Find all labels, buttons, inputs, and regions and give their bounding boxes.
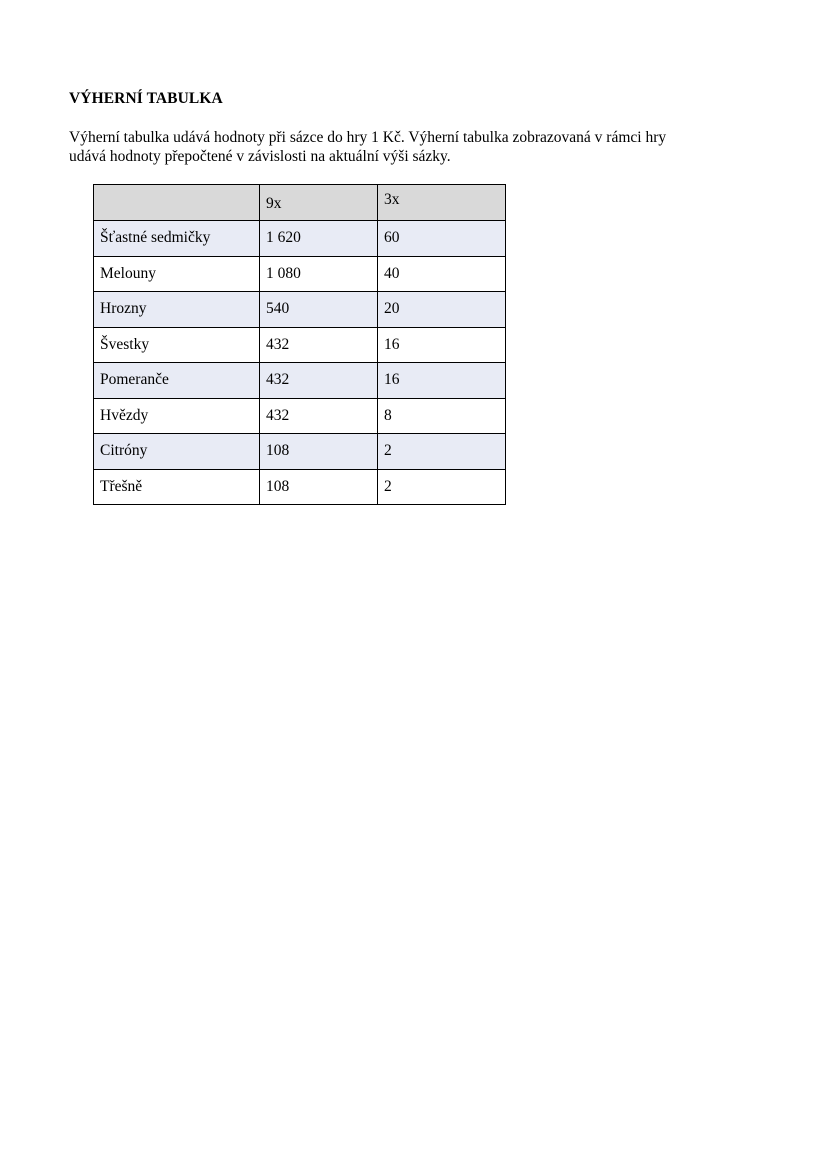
payout-3x-cell: 40 [378, 256, 506, 292]
payout-3x-cell: 2 [378, 469, 506, 505]
payout-9x-cell: 432 [260, 398, 378, 434]
symbol-name-cell: Citróny [94, 434, 260, 470]
table-header-row [94, 185, 506, 221]
payout-3x-cell: 16 [378, 327, 506, 363]
intro-paragraph [69, 128, 759, 166]
intro-line-2: udává hodnoty přepočtené v závislosti na aktuální výši sázky. [69, 148, 451, 165]
payout-3x-cell: 60 [378, 221, 506, 257]
table-row [94, 221, 506, 257]
payout-9x-cell: 540 [260, 292, 378, 328]
table-row [94, 434, 506, 470]
table-row [94, 256, 506, 292]
symbol-name-cell: Melouny [94, 256, 260, 292]
payout-3x-cell: 20 [378, 292, 506, 328]
intro-line-1: Výherní tabulka udává hodnoty při sázce do hry 1 Kč. Výherní tabulka zobrazovaná v rámci hry [69, 129, 667, 146]
header-cell-9x: 9x [260, 185, 378, 221]
paytable [93, 184, 506, 505]
payout-9x-cell: 1 620 [260, 221, 378, 257]
table-row [94, 398, 506, 434]
table-row [94, 363, 506, 399]
symbol-name-cell: Třešně [94, 469, 260, 505]
table-row [94, 327, 506, 363]
payout-9x-cell: 108 [260, 469, 378, 505]
payout-3x-cell: 16 [378, 363, 506, 399]
symbol-name-cell: Švestky [94, 327, 260, 363]
header-cell-3x: 3x [378, 185, 506, 221]
payout-9x-cell: 432 [260, 327, 378, 363]
table-row [94, 292, 506, 328]
payout-3x-cell: 8 [378, 398, 506, 434]
payout-9x-cell: 108 [260, 434, 378, 470]
payout-3x-cell: 2 [378, 434, 506, 470]
symbol-name-cell: Pomeranče [94, 363, 260, 399]
symbol-name-cell: Hrozny [94, 292, 260, 328]
symbol-name-cell: Hvězdy [94, 398, 260, 434]
header-cell-symbol [94, 185, 260, 221]
page-heading: VÝHERNÍ TABULKA [69, 90, 223, 107]
symbol-name-cell: Šťastné sedmičky [94, 221, 260, 257]
payout-9x-cell: 432 [260, 363, 378, 399]
payout-9x-cell: 1 080 [260, 256, 378, 292]
table-row [94, 469, 506, 505]
